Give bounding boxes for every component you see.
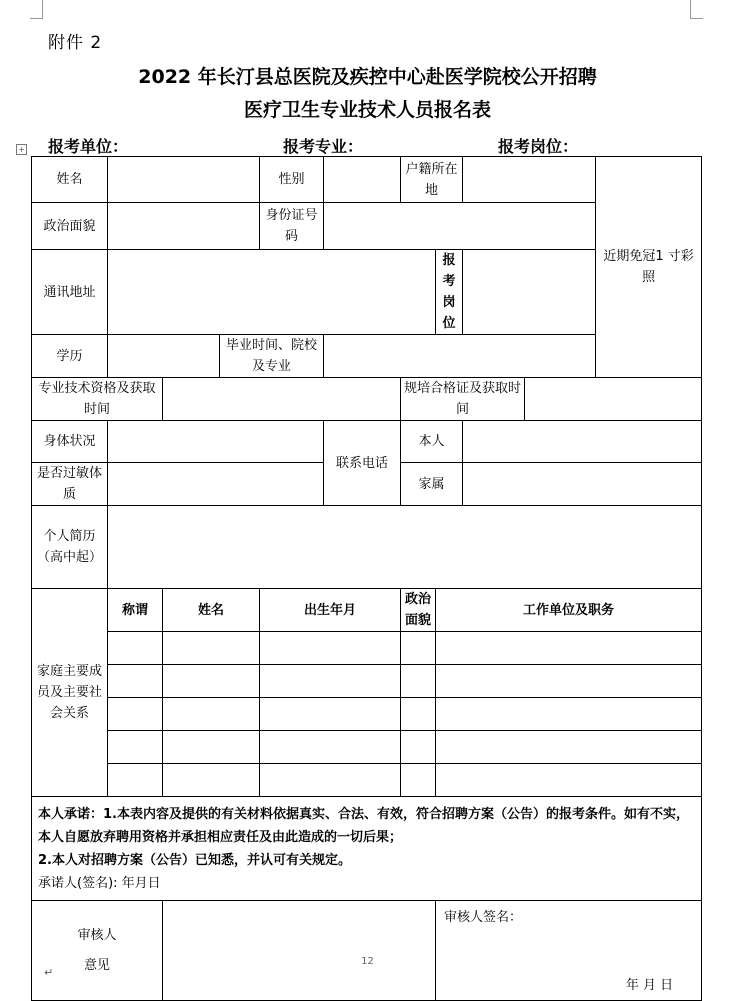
hukou-value-cell[interactable] xyxy=(463,157,596,203)
family-phone-value-cell[interactable] xyxy=(463,463,702,506)
attachment-label: 附件 2 xyxy=(48,33,103,53)
post-label: 报考岗位 xyxy=(436,250,463,335)
education-label: 学历 xyxy=(32,335,108,378)
document-subtitle: 医疗卫生专业技术人员报名表 xyxy=(243,99,491,121)
family-cell[interactable] xyxy=(401,764,436,797)
family-cell[interactable] xyxy=(108,698,163,731)
resume-label: 个人简历（高中起） xyxy=(32,506,108,589)
family-cell[interactable] xyxy=(260,665,401,698)
registration-form-table xyxy=(31,156,702,1001)
gender-label: 性别 xyxy=(260,157,324,203)
family-cell[interactable] xyxy=(436,665,702,698)
family-col-name: 姓名 xyxy=(163,589,260,632)
family-cell[interactable] xyxy=(163,698,260,731)
family-cell[interactable] xyxy=(260,731,401,764)
allergy-label: 是否过敏体质 xyxy=(32,463,108,506)
family-cell[interactable] xyxy=(436,731,702,764)
document-title: 2022 年长汀县总医院及疾控中心赴医学院校公开招聘 xyxy=(138,66,597,88)
family-cell[interactable] xyxy=(108,764,163,797)
allergy-value-cell[interactable] xyxy=(108,463,324,506)
family-cell[interactable] xyxy=(163,665,260,698)
family-cell[interactable] xyxy=(436,632,702,665)
family-cell[interactable] xyxy=(163,731,260,764)
family-cell[interactable] xyxy=(108,731,163,764)
political-value-cell[interactable] xyxy=(108,203,260,250)
political-label: 政治面貌 xyxy=(32,203,108,250)
contact-phone-label: 联系电话 xyxy=(324,421,401,506)
name-label: 姓名 xyxy=(32,157,108,203)
family-col-work: 工作单位及职务 xyxy=(436,589,702,632)
grad-info-label: 毕业时间、院校及专业 xyxy=(220,335,324,378)
qualification-label: 专业技术资格及获取时间 xyxy=(32,378,163,421)
family-cell[interactable] xyxy=(108,665,163,698)
review-label-2: 意见 xyxy=(83,957,110,973)
family-col-political: 政治面貌 xyxy=(401,589,436,632)
apply-major-label: 报考专业： xyxy=(283,137,364,156)
commitment-text-1: 本人承诺：1.本表内容及提供的有关材料依据真实、合法、有效，符合招聘方案（公告）的报考条件。如有不实，本人自愿放弃聘用资格并承担相应责任及由此造成的一切后果； xyxy=(38,806,689,845)
family-cell[interactable] xyxy=(260,764,401,797)
resume-value-cell[interactable] xyxy=(108,506,702,589)
review-signature-cell[interactable] xyxy=(436,901,702,1001)
photo-cell[interactable]: 近期免冠1 寸彩照 xyxy=(596,157,702,378)
crop-mark-top-right xyxy=(690,0,703,19)
family-cell[interactable] xyxy=(436,698,702,731)
review-date: 年 月 日 xyxy=(625,978,674,993)
education-value-cell[interactable] xyxy=(108,335,220,378)
commitment-text-2: 2.本人对招聘方案（公告）已知悉，并认可有关规定。 xyxy=(38,852,351,868)
family-cell[interactable] xyxy=(436,764,702,797)
table-move-handle-icon[interactable]: + xyxy=(16,144,27,155)
commitment-signer: 承诺人(签名): 年月日 xyxy=(38,875,161,891)
address-value-cell[interactable] xyxy=(108,250,436,335)
self-phone-value-cell[interactable] xyxy=(463,421,702,463)
apply-post-label: 报考岗位： xyxy=(498,137,579,156)
name-value-cell[interactable] xyxy=(108,157,260,203)
family-cell[interactable] xyxy=(163,632,260,665)
qualification-value-cell[interactable] xyxy=(163,378,401,421)
family-cell[interactable] xyxy=(260,632,401,665)
review-label-cell xyxy=(32,901,163,1001)
gender-value-cell[interactable] xyxy=(324,157,401,203)
address-label: 通讯地址 xyxy=(32,250,108,335)
post-value-cell[interactable] xyxy=(463,250,596,335)
review-label-1: 审核人 xyxy=(77,927,117,943)
family-col-title: 称谓 xyxy=(108,589,163,632)
family-cell[interactable] xyxy=(260,698,401,731)
health-value-cell[interactable] xyxy=(108,421,324,463)
family-cell[interactable] xyxy=(401,731,436,764)
grad-info-value-cell[interactable] xyxy=(324,335,596,378)
page-number: 12 xyxy=(361,956,374,967)
id-number-value-cell[interactable] xyxy=(324,203,596,250)
self-phone-label: 本人 xyxy=(401,421,463,463)
family-col-birth: 出生年月 xyxy=(260,589,401,632)
family-cell[interactable] xyxy=(108,632,163,665)
review-opinion-cell[interactable] xyxy=(163,901,436,1001)
training-cert-label: 规培合格证及获取时间 xyxy=(401,378,525,421)
hukou-label: 户籍所在地 xyxy=(401,157,463,203)
training-cert-value-cell[interactable] xyxy=(525,378,702,421)
reviewer-signature-label: 审核人签名： xyxy=(444,910,523,925)
family-phone-label: 家属 xyxy=(401,463,463,506)
health-label: 身体状况 xyxy=(32,421,108,463)
crop-mark-top-left xyxy=(30,0,43,19)
commitment-cell[interactable] xyxy=(32,797,702,901)
id-number-label: 身份证号码 xyxy=(260,203,324,250)
family-section-label: 家庭主要成员及主要社会关系 xyxy=(32,589,108,797)
family-cell[interactable] xyxy=(401,698,436,731)
apply-unit-label: 报考单位： xyxy=(48,137,129,156)
family-cell[interactable] xyxy=(401,665,436,698)
family-cell[interactable] xyxy=(401,632,436,665)
paragraph-mark-icon: ↵ xyxy=(44,966,54,979)
family-cell[interactable] xyxy=(163,764,260,797)
